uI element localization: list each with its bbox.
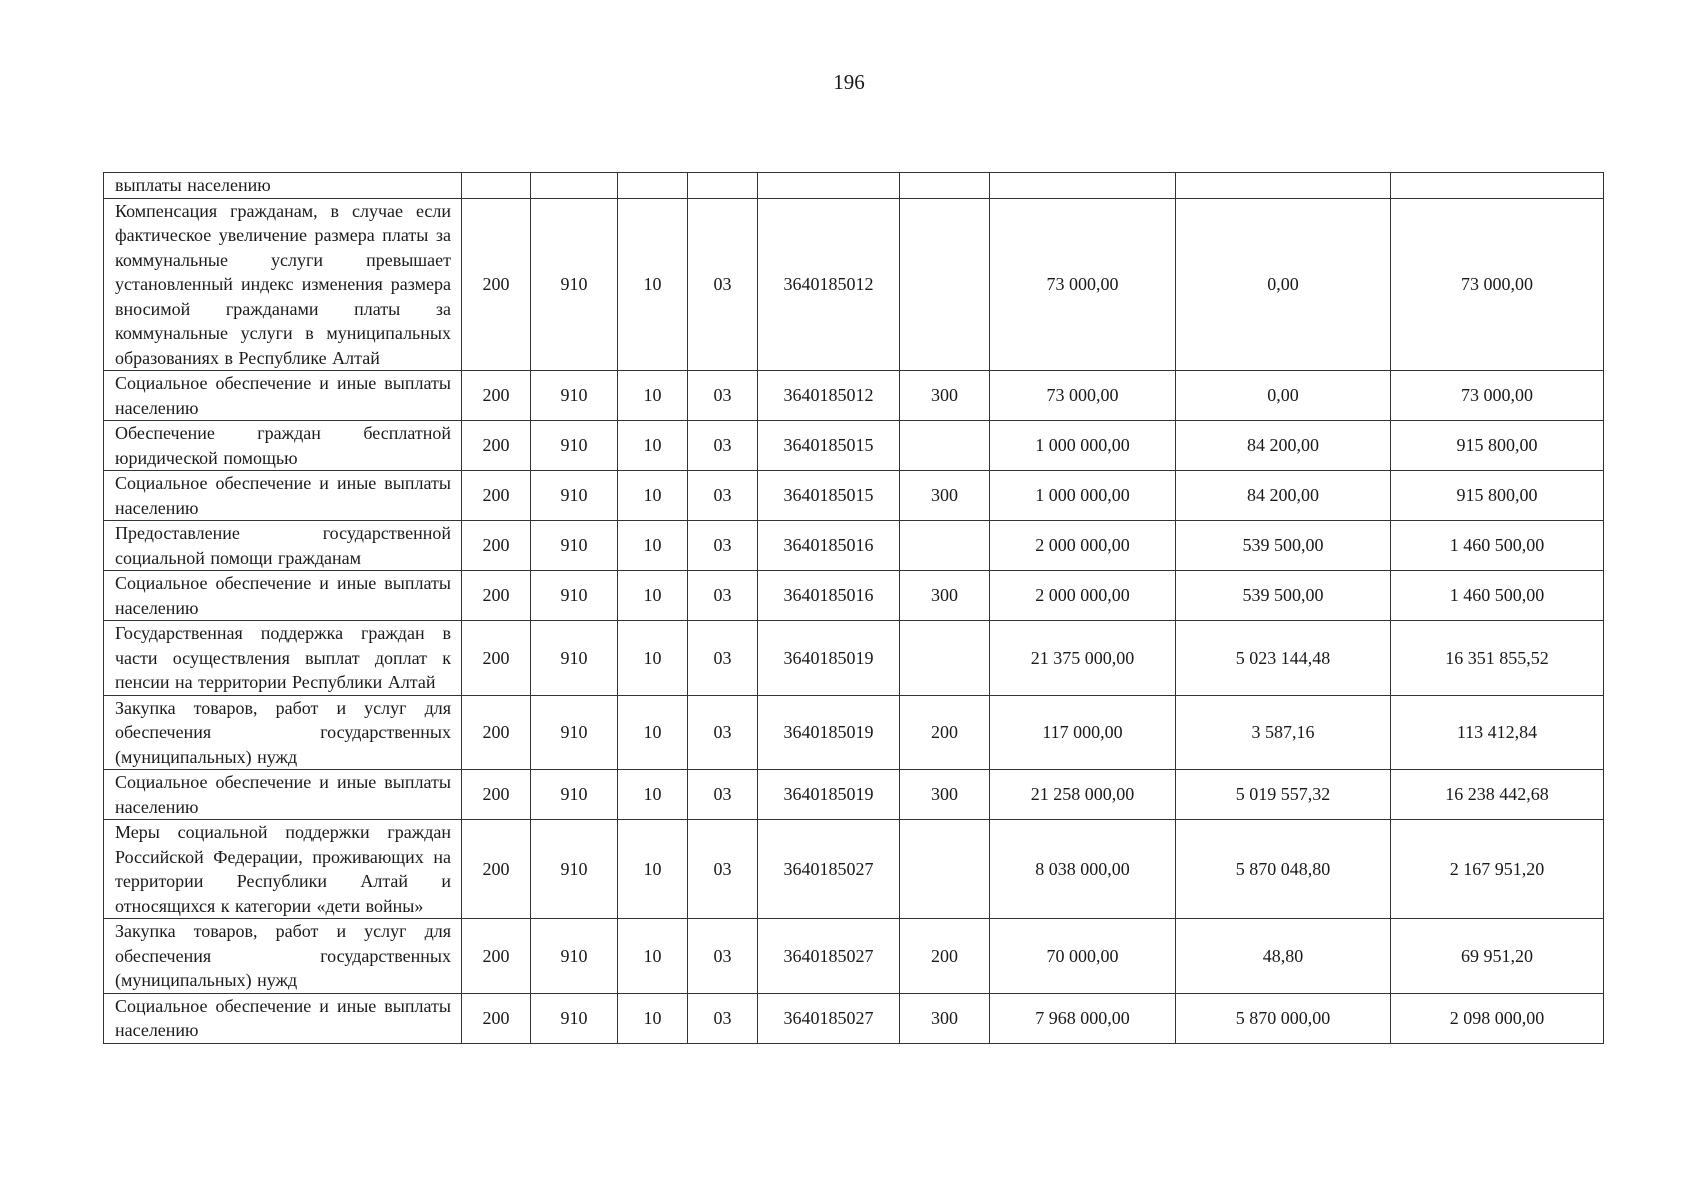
- department-column-cell: 910: [531, 770, 618, 820]
- row-name-cell: Социальное обеспечение и иные выплаты населению: [104, 571, 462, 621]
- row-name-cell: Обеспечение граждан бесплатной юридической помощью: [104, 421, 462, 471]
- approved-amount-column-cell: [990, 173, 1176, 199]
- remaining-amount-column-cell: 73 000,00: [1391, 371, 1604, 421]
- target-item-column-cell: 3640185012: [758, 371, 900, 421]
- approved-amount-column-cell: 2 000 000,00: [990, 521, 1176, 571]
- expense-type-column-cell: 200: [900, 695, 990, 770]
- code-column-cell: 200: [462, 471, 531, 521]
- expense-type-column-cell: [900, 621, 990, 696]
- table-row: [104, 820, 1604, 919]
- section-column-cell: 10: [618, 695, 688, 770]
- section-column-cell: 10: [618, 421, 688, 471]
- row-name-cell: Социальное обеспечение и иные выплаты населению: [104, 993, 462, 1043]
- expense-type-column-cell: [900, 173, 990, 199]
- expense-type-column-cell: 300: [900, 993, 990, 1043]
- code-column-cell: [462, 173, 531, 199]
- target-item-column-cell: 3640185019: [758, 695, 900, 770]
- subsection-column-cell: 03: [688, 571, 758, 621]
- expense-type-column-cell: 300: [900, 471, 990, 521]
- table-row: [104, 173, 1604, 199]
- table-row: [104, 421, 1604, 471]
- row-name-cell: Социальное обеспечение и иные выплаты населению: [104, 371, 462, 421]
- code-column-cell: 200: [462, 993, 531, 1043]
- remaining-amount-column-cell: 73 000,00: [1391, 198, 1604, 371]
- remaining-amount-column-cell: 1 460 500,00: [1391, 521, 1604, 571]
- remaining-amount-column-cell: 915 800,00: [1391, 421, 1604, 471]
- code-column-cell: 200: [462, 919, 531, 994]
- executed-amount-column-cell: [1176, 173, 1391, 199]
- target-item-column-cell: 3640185027: [758, 820, 900, 919]
- department-column-cell: 910: [531, 621, 618, 696]
- target-item-column-cell: 3640185027: [758, 993, 900, 1043]
- executed-amount-column-cell: 3 587,16: [1176, 695, 1391, 770]
- remaining-amount-column-cell: 16 351 855,52: [1391, 621, 1604, 696]
- remaining-amount-column-cell: 2 167 951,20: [1391, 820, 1604, 919]
- expense-type-column-cell: 300: [900, 371, 990, 421]
- target-item-column-cell: [758, 173, 900, 199]
- code-column-cell: 200: [462, 198, 531, 371]
- budget-table: [103, 172, 1604, 1044]
- target-item-column-cell: 3640185012: [758, 198, 900, 371]
- subsection-column-cell: 03: [688, 521, 758, 571]
- target-item-column-cell: 3640185019: [758, 621, 900, 696]
- executed-amount-column-cell: 539 500,00: [1176, 521, 1391, 571]
- table-row: [104, 571, 1604, 621]
- executed-amount-column-cell: 5 023 144,48: [1176, 621, 1391, 696]
- section-column-cell: 10: [618, 198, 688, 371]
- row-name-cell: Предоставление государственной социальной помощи гражданам: [104, 521, 462, 571]
- table-row: [104, 695, 1604, 770]
- approved-amount-column-cell: 1 000 000,00: [990, 421, 1176, 471]
- subsection-column-cell: 03: [688, 471, 758, 521]
- expense-type-column-cell: 300: [900, 571, 990, 621]
- department-column-cell: 910: [531, 471, 618, 521]
- subsection-column-cell: 03: [688, 919, 758, 994]
- page-number: 196: [833, 70, 865, 94]
- expense-type-column-cell: [900, 820, 990, 919]
- row-name-cell: Закупка товаров, работ и услуг для обеспечения государственных (муниципальных) нужд: [104, 919, 462, 994]
- subsection-column-cell: 03: [688, 820, 758, 919]
- code-column-cell: 200: [462, 621, 531, 696]
- approved-amount-column-cell: 8 038 000,00: [990, 820, 1176, 919]
- code-column-cell: 200: [462, 521, 531, 571]
- subsection-column-cell: 03: [688, 198, 758, 371]
- approved-amount-column-cell: 21 375 000,00: [990, 621, 1176, 696]
- executed-amount-column-cell: 5 870 000,00: [1176, 993, 1391, 1043]
- row-name-cell: Закупка товаров, работ и услуг для обеспечения государственных (муниципальных) нужд: [104, 695, 462, 770]
- executed-amount-column-cell: 5 019 557,32: [1176, 770, 1391, 820]
- table-row: [104, 770, 1604, 820]
- table-row: [104, 521, 1604, 571]
- approved-amount-column-cell: 73 000,00: [990, 198, 1176, 371]
- expense-type-column-cell: [900, 421, 990, 471]
- code-column-cell: 200: [462, 571, 531, 621]
- target-item-column-cell: 3640185016: [758, 571, 900, 621]
- remaining-amount-column-cell: 915 800,00: [1391, 471, 1604, 521]
- subsection-column-cell: 03: [688, 421, 758, 471]
- code-column-cell: 200: [462, 820, 531, 919]
- row-name-cell: выплаты населению: [104, 173, 462, 199]
- row-name-cell: Социальное обеспечение и иные выплаты населению: [104, 770, 462, 820]
- table-row: [104, 198, 1604, 371]
- subsection-column-cell: 03: [688, 371, 758, 421]
- subsection-column-cell: 03: [688, 770, 758, 820]
- table-row: [104, 993, 1604, 1043]
- department-column-cell: 910: [531, 919, 618, 994]
- target-item-column-cell: 3640185019: [758, 770, 900, 820]
- executed-amount-column-cell: 5 870 048,80: [1176, 820, 1391, 919]
- section-column-cell: 10: [618, 919, 688, 994]
- approved-amount-column-cell: 2 000 000,00: [990, 571, 1176, 621]
- department-column-cell: 910: [531, 993, 618, 1043]
- subsection-column-cell: 03: [688, 993, 758, 1043]
- code-column-cell: 200: [462, 371, 531, 421]
- remaining-amount-column-cell: [1391, 173, 1604, 199]
- section-column-cell: 10: [618, 571, 688, 621]
- department-column-cell: 910: [531, 371, 618, 421]
- remaining-amount-column-cell: 113 412,84: [1391, 695, 1604, 770]
- executed-amount-column-cell: 84 200,00: [1176, 421, 1391, 471]
- department-column-cell: 910: [531, 521, 618, 571]
- row-name-cell: Меры социальной поддержки граждан Российской Федерации, проживающих на территории Республики Алтай и относящихся к категории «дети войны»: [104, 820, 462, 919]
- department-column-cell: 910: [531, 198, 618, 371]
- section-column-cell: 10: [618, 770, 688, 820]
- table-row: [104, 919, 1604, 994]
- remaining-amount-column-cell: 1 460 500,00: [1391, 571, 1604, 621]
- target-item-column-cell: 3640185027: [758, 919, 900, 994]
- department-column-cell: 910: [531, 820, 618, 919]
- section-column-cell: 10: [618, 993, 688, 1043]
- code-column-cell: 200: [462, 421, 531, 471]
- table-row: [104, 471, 1604, 521]
- executed-amount-column-cell: 0,00: [1176, 371, 1391, 421]
- section-column-cell: 10: [618, 521, 688, 571]
- executed-amount-column-cell: 84 200,00: [1176, 471, 1391, 521]
- approved-amount-column-cell: 73 000,00: [990, 371, 1176, 421]
- section-column-cell: 10: [618, 820, 688, 919]
- subsection-column-cell: [688, 173, 758, 199]
- expense-type-column-cell: 300: [900, 770, 990, 820]
- table-body: [104, 173, 1604, 1044]
- approved-amount-column-cell: 7 968 000,00: [990, 993, 1176, 1043]
- expense-type-column-cell: [900, 198, 990, 371]
- approved-amount-column-cell: 1 000 000,00: [990, 471, 1176, 521]
- row-name-cell: Государственная поддержка граждан в части осуществления выплат доплат к пенсии на территории Республики Алтай: [104, 621, 462, 696]
- expense-type-column-cell: 200: [900, 919, 990, 994]
- department-column-cell: 910: [531, 695, 618, 770]
- target-item-column-cell: 3640185015: [758, 421, 900, 471]
- target-item-column-cell: 3640185015: [758, 471, 900, 521]
- approved-amount-column-cell: 70 000,00: [990, 919, 1176, 994]
- department-column-cell: 910: [531, 421, 618, 471]
- code-column-cell: 200: [462, 695, 531, 770]
- section-column-cell: [618, 173, 688, 199]
- executed-amount-column-cell: 539 500,00: [1176, 571, 1391, 621]
- row-name-cell: Компенсация гражданам, в случае если фактическое увеличение размера платы за коммунальные услуги превышает установленный индекс изменения размера вносимой гражданами платы за коммунальные услуги в муниципальных образованиях в Республике Алтай: [104, 198, 462, 371]
- code-column-cell: 200: [462, 770, 531, 820]
- approved-amount-column-cell: 117 000,00: [990, 695, 1176, 770]
- executed-amount-column-cell: 48,80: [1176, 919, 1391, 994]
- remaining-amount-column-cell: 2 098 000,00: [1391, 993, 1604, 1043]
- section-column-cell: 10: [618, 471, 688, 521]
- table-row: [104, 621, 1604, 696]
- row-name-cell: Социальное обеспечение и иные выплаты населению: [104, 471, 462, 521]
- approved-amount-column-cell: 21 258 000,00: [990, 770, 1176, 820]
- remaining-amount-column-cell: 16 238 442,68: [1391, 770, 1604, 820]
- expense-type-column-cell: [900, 521, 990, 571]
- subsection-column-cell: 03: [688, 621, 758, 696]
- target-item-column-cell: 3640185016: [758, 521, 900, 571]
- section-column-cell: 10: [618, 371, 688, 421]
- department-column-cell: [531, 173, 618, 199]
- executed-amount-column-cell: 0,00: [1176, 198, 1391, 371]
- department-column-cell: 910: [531, 571, 618, 621]
- table-row: [104, 371, 1604, 421]
- section-column-cell: 10: [618, 621, 688, 696]
- subsection-column-cell: 03: [688, 695, 758, 770]
- remaining-amount-column-cell: 69 951,20: [1391, 919, 1604, 994]
